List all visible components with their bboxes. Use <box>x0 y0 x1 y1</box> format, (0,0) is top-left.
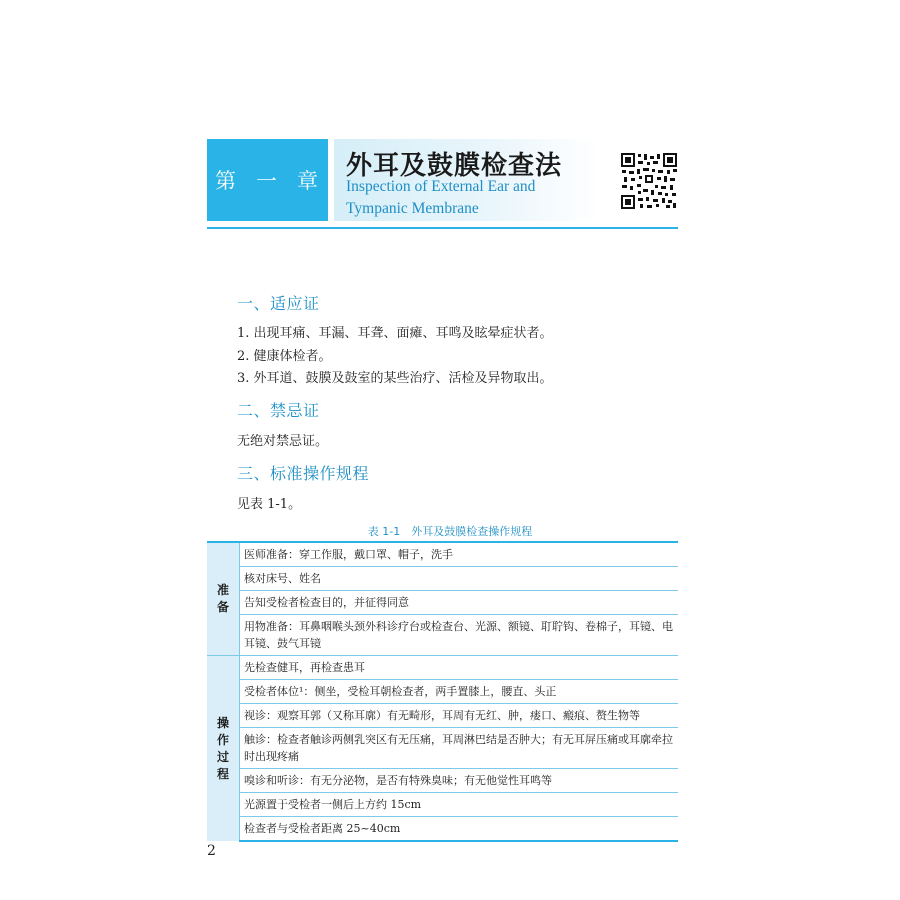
indication-item: 1. 出现耳痛、耳漏、耳聋、面瘫、耳鸣及眩晕症状者。 <box>237 326 553 341</box>
section-heading-contraindications: 二、禁忌证 <box>237 401 320 420</box>
table-cell: 受检者体位¹：侧坐，受检耳朝检查者，两手置膝上，腰直、头正 <box>240 680 679 704</box>
table-row <box>207 793 678 817</box>
table-row <box>207 615 678 656</box>
table-row <box>207 817 678 842</box>
page-number: 2 <box>207 843 216 859</box>
table-cell: 先检查健耳，再检查患耳 <box>240 656 679 680</box>
procedure-table <box>207 541 678 842</box>
chapter-title-en <box>346 176 586 220</box>
section-heading-procedure: 三、标准操作规程 <box>237 464 370 483</box>
table-cell: 用物准备：耳鼻咽喉头颈外科诊疗台或检查台、光源、额镜、耵聍钩、卷棉子，耳镜、电耳镜、鼓气耳镜 <box>240 615 679 656</box>
chapter-label-char: 章 <box>297 169 320 193</box>
section-heading-indications: 一、适应证 <box>237 294 320 313</box>
table-row <box>207 591 678 615</box>
table-row <box>207 542 678 567</box>
qr-code-icon[interactable] <box>620 152 678 210</box>
group-label-procedure: 操作过程 <box>207 656 240 842</box>
table-cell: 光源置于受检者一侧后上方约 15cm <box>240 793 679 817</box>
table-cell: 医师准备：穿工作服，戴口罩、帽子，洗手 <box>240 542 679 567</box>
header-divider <box>207 227 678 229</box>
table-row <box>207 769 678 793</box>
table-title: 表 1-1 外耳及鼓膜检查操作规程 <box>367 525 533 538</box>
chapter-title-en-line: Tympanic Membrane <box>346 200 479 217</box>
chapter-label <box>207 139 328 221</box>
table-cell: 视诊：观察耳郭（又称耳廓）有无畸形，耳周有无红、肿，瘘口、瘢痕、赘生物等 <box>240 704 679 728</box>
procedure-reference: 见表 1-1。 <box>237 497 302 512</box>
chapter-label-char: 第 <box>215 169 238 193</box>
contraindication-text: 无绝对禁忌证。 <box>237 434 329 449</box>
table-row <box>207 728 678 769</box>
chapter-label-char: 一 <box>256 169 279 193</box>
chapter-title-cn: 外耳及鼓膜检查法 <box>346 151 563 181</box>
table-cell: 核对床号、姓名 <box>240 567 679 591</box>
table-cell: 检查者与受检者距离 25~40cm <box>240 817 679 842</box>
group-label-preparation: 准备 <box>207 542 240 656</box>
table-row <box>207 680 678 704</box>
indication-item: 2. 健康体检者。 <box>237 349 332 364</box>
indication-item: 3. 外耳道、鼓膜及鼓室的某些治疗、活检及异物取出。 <box>237 371 553 386</box>
table-cell: 嗅诊和听诊：有无分泌物，是否有特殊臭味；有无他觉性耳鸣等 <box>240 769 679 793</box>
table-cell: 触诊：检查者触诊两侧乳突区有无压痛，耳周淋巴结是否肿大；有无耳屏压痛或耳廓牵拉时出现疼痛 <box>240 728 679 769</box>
table-row <box>207 656 678 680</box>
table-cell: 告知受检者检查目的，并征得同意 <box>240 591 679 615</box>
chapter-title-en-line: Inspection of External Ear and <box>346 178 536 195</box>
table-row <box>207 704 678 728</box>
table-row <box>207 567 678 591</box>
